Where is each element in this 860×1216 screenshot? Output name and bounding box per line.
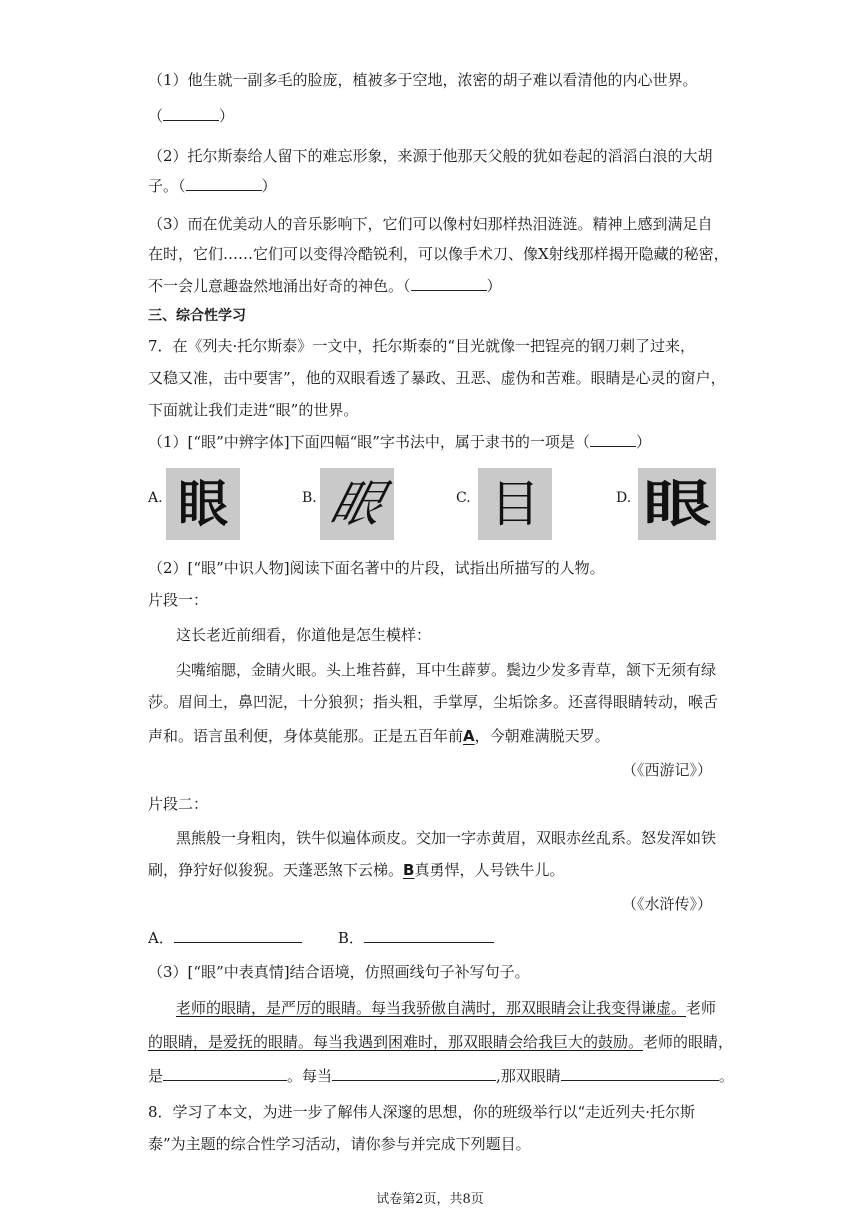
blank-marker-a: A <box>463 727 475 745</box>
fill-mid-2: ,那双眼睛 <box>496 1067 561 1085</box>
fragment1-line4-head: 声和。语言虽利便，身体莫能那。正是五百年前 <box>148 727 464 745</box>
underlined-sentence-2: 的眼睛，是爱抚的眼睛。每当我遇到困难时，那双眼睛会给我巨大的鼓励。 <box>148 1033 644 1051</box>
answer-a-label: A． <box>148 929 174 947</box>
paren-close: ） <box>486 277 502 295</box>
fragment2-line1: 黑熊般一身粗肉，铁牛似遍体顽皮。交加一字赤黄眉，双眼赤丝乱系。怒发浑如铁 <box>176 829 717 847</box>
answer-blank[interactable] <box>163 106 219 121</box>
fragment2-line2 <box>148 860 564 880</box>
section-heading: 三、综合性学习 <box>148 308 246 324</box>
sub1-text: （1）[“眼”中辨字体]下面四幅“眼”字书法中，属于隶书的一项是（ <box>148 433 590 451</box>
glyph-c: 目 <box>490 475 540 533</box>
fragment1-line3: 莎。眉间土，鼻凹泥，十分狼狈；指头粗，手掌厚，尘垢馀多。还喜得眼睛转动，喉舌 <box>148 693 719 711</box>
q8-line1: 8．学习了本文，为进一步了解伟人深邃的思想，你的班级举行以“走近列夫·托尔斯 <box>148 1103 695 1121</box>
paren-close: ） <box>635 433 651 451</box>
calligraphy-image-b[interactable] <box>320 468 394 540</box>
fragment2-source: （《水浒传》） <box>621 895 712 913</box>
page-footer: 试卷第2页，共8页 <box>376 1192 484 1207</box>
sub3-line1-tail: 老师 <box>686 999 717 1017</box>
q6-item3-line2: 在时，它们……它们可以变得冷酷锐利，可以像手术刀、像X射线那样揭开隐藏的秘密， <box>148 245 729 263</box>
q6-item1-text: （1）他生就一副多毛的脸庞，植被多于空地，浓密的胡子难以看清他的内心世界。 <box>148 71 698 89</box>
answer-a-blank[interactable] <box>174 928 302 943</box>
q6-item2-answer <box>148 176 277 196</box>
fragment2-line2-tail: 真勇悍，人号铁牛儿。 <box>414 861 565 879</box>
glyph-a: 眼 <box>178 475 228 533</box>
fill-prefix: 是 <box>148 1067 164 1085</box>
answer-blank[interactable] <box>186 176 262 191</box>
q8-line2: 泰”为主题的综合性学习活动，请你参与并完成下列题目。 <box>148 1135 531 1153</box>
fragment1-source: （《西游记》） <box>621 761 712 779</box>
paren-open: 子。（ <box>148 177 186 195</box>
fragment2-label: 片段二： <box>148 795 209 813</box>
fragment1-line4-tail: ，今朝难满脱天罗。 <box>474 727 610 745</box>
blank-marker-b: B <box>403 861 415 879</box>
glyph-d: 眼 <box>643 474 711 533</box>
fragment1-line4 <box>148 726 610 746</box>
paren-open: （ <box>148 107 164 125</box>
q7-sub3: （3）[“眼”中表真情]结合语境，仿照画线句子补写句子。 <box>148 963 530 981</box>
underlined-sentence-1: 老师的眼睛，是严厉的眼睛。每当我骄傲自满时，那双眼睛会让我变得谦虚。 <box>176 999 687 1017</box>
item3-tail: 不一会儿意趣盎然地涌出好奇的神色。（ <box>148 277 411 295</box>
fragment1-label: 片段一： <box>148 591 209 609</box>
fill-blank-3[interactable] <box>561 1066 719 1081</box>
q6-item1-answer <box>148 106 234 126</box>
fragment1-line2: 尖嘴缩腮，金睛火眼。头上堆苔藓，耳中生薜萝。鬓边少发多青草，颔下无须有绿 <box>176 661 717 679</box>
sub3-line2 <box>148 1032 733 1052</box>
option-b-letter: B. <box>302 490 317 506</box>
answer-line-ab <box>148 928 494 948</box>
answer-blank[interactable] <box>590 432 636 447</box>
fragment2-line2-head: 刷，狰狞好似狻猊。天蓬恶煞下云梯。 <box>148 861 404 879</box>
fill-blank-1[interactable] <box>163 1066 287 1081</box>
glyph-b: 眼 <box>324 475 390 533</box>
sub3-line2-tail: 老师的眼睛， <box>643 1033 734 1051</box>
paren-close: ） <box>261 177 277 195</box>
fragment1-line1: 这长老近前细看，你道他是怎生模样： <box>176 626 432 644</box>
option-d-letter: D. <box>616 490 632 506</box>
calligraphy-image-c[interactable] <box>478 468 552 540</box>
q7-intro-line2: 又稳又准，击中要害”，他的双眼看透了暴政、丑恶、虚伪和苦难。眼睛是心灵的窗户， <box>148 369 726 387</box>
answer-b-blank[interactable] <box>364 928 494 943</box>
answer-b-label: B． <box>337 929 364 947</box>
fill-end: 。 <box>718 1067 734 1085</box>
fill-mid-1: 。每当 <box>287 1067 333 1085</box>
option-c-letter: C. <box>456 490 471 506</box>
q7-intro-line1: 7．在《列夫·托尔斯泰》一文中，托尔斯泰的“目光就像一把锃亮的钢刀刺了过来， <box>148 337 695 355</box>
q7-intro-line3: 下面就让我们走进“眼”的世界。 <box>148 401 359 419</box>
q6-item2-text: （2）托尔斯泰给人留下的难忘形象，来源于他那天父般的犹如卷起的滔滔白浪的大胡 <box>148 147 713 165</box>
option-a-letter: A. <box>148 490 163 506</box>
fill-blank-2[interactable] <box>332 1066 496 1081</box>
q6-item3-line1: （3）而在优美动人的音乐影响下，它们可以像村妇那样热泪涟涟。精神上感到满足自 <box>148 215 713 233</box>
q7-sub1 <box>148 432 651 452</box>
sub3-line3 <box>148 1066 734 1086</box>
answer-blank[interactable] <box>411 276 487 291</box>
q7-sub2: （2）[“眼”中识人物]阅读下面名著中的片段，试指出所描写的人物。 <box>148 559 605 577</box>
q6-item3-line3 <box>148 276 502 296</box>
calligraphy-image-d[interactable] <box>638 468 716 540</box>
sub3-line1 <box>176 998 716 1018</box>
calligraphy-image-a[interactable] <box>166 468 240 540</box>
paren-close: ） <box>219 107 235 125</box>
